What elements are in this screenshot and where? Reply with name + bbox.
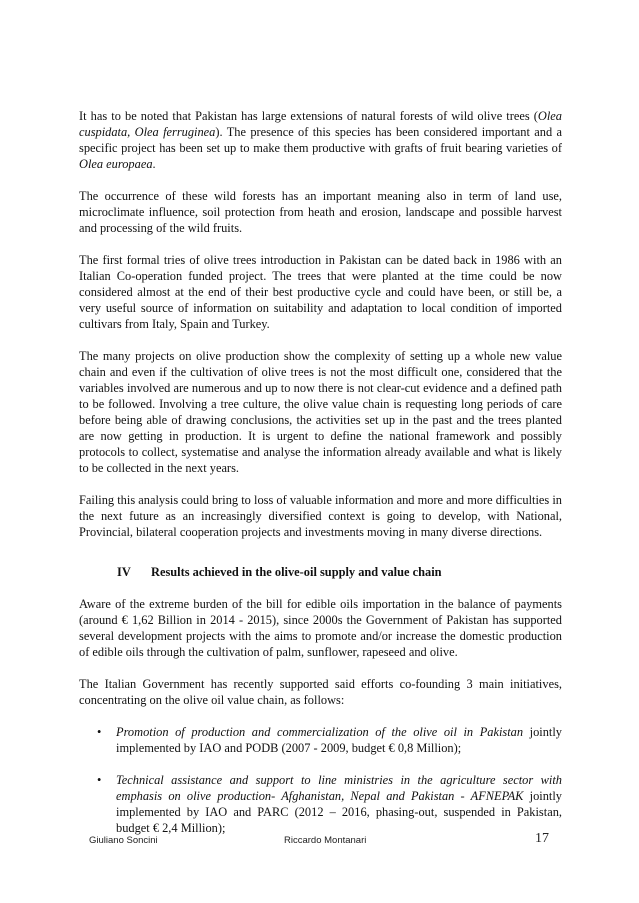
paragraph-text: ). The presence of this species has been considered important and a specific project has been set up to make them productive with grafts of fruit bearing varieties of [79,125,563,155]
initiatives-list [79,724,562,836]
initiative-title: Promotion of production and commercialization of the olive oil in Pakistan [116,725,524,739]
paragraph-italian-government: The Italian Government has recently supported said efforts co-founding 3 main initiatives, concentrating on the olive oil value chain, as follows: [79,677,562,707]
paragraph-first-introduction: The first formal tries of olive trees introduction in Pakistan can be dated back in 1986 with an Italian Co-operation funded project. The trees that were planted at the time could be now considered almost at the end of their best productive cycle and could have been, or still be, a very useful source of information on suitability and adaptation to local condition of imported cultivars from Italy, Spain and Turkey. [79,253,562,331]
list-item [79,772,562,836]
paragraph-wild-olive-forests [79,108,562,172]
section-heading [117,564,562,580]
page-footer [79,831,549,851]
paragraph-text: It has to be noted that Pakistan has large extensions of natural forests of wild olive trees ( [79,109,538,123]
species-names-italic: Olea cuspidata, Olea ferruginea [79,109,562,139]
page-body [79,108,562,852]
footer-author-left: Giuliano Soncini [89,835,158,846]
paragraph-text: . [152,157,156,171]
bullet-icon: • [97,725,102,739]
initiative-details: jointly implemented by IAO and PODB (2007 - 2009, budget € 0,8 Million); [116,725,562,755]
page-number: 17 [535,831,549,846]
initiative-details: jointly implemented by IAO and PARC (2012 – 2016, phasing-out, suspended in Pakistan, budget € 2,4 Million); [116,789,562,835]
bullet-icon: • [97,773,102,787]
list-item [79,724,562,756]
footer-author-center: Riccardo Montanari [284,835,367,846]
section-number: IV [117,565,131,579]
section-title: Results achieved in the olive-oil supply and value chain [151,565,442,579]
paragraph-failing-analysis: Failing this analysis could bring to loss of valuable information and more and more difficulties in the next future as an increasingly diversified context is going to develop, with National, Provincial, bilateral cooperation projects and investments moving in many diverse directions. [79,493,562,539]
paragraph-edible-oils-bill: Aware of the extreme burden of the bill for edible oils importation in the balance of payments (around € 1,62 Billion in 2014 - 2015), since 2000s the Government of Pakistan has supported several development projects with the aims to promote and/or increase the domestic production of edible oils through the cultivation of palm, sunflower, rapeseed and olive. [79,597,562,659]
species-name-italic: Olea europaea [79,157,153,171]
paragraph-forest-occurrence: The occurrence of these wild forests has an important meaning also in term of land use, microclimate influence, soil protection from heath and erosion, landscape and possible harvest and processing of the wild fruits. [79,189,562,235]
initiative-title: Technical assistance and support to line ministries in the agriculture sector with emphasis on olive production- Afghanistan, Nepal and Pakistan - AFNEPAK [116,773,562,803]
paragraph-value-chain-complexity: The many projects on olive production show the complexity of setting up a whole new value chain and even if the cultivation of olive trees is not the most difficult one, considered that the variables involved are numerous and up to now there is not clear-cut evidence and a defined path to be followed. Involving a tree culture, the olive value chain is requesting long periods of care before being able of drawing conclusions, the activities set up in the past and the trees planted are now getting in production. It is urgent to define the national framework and possibly protocols to collect, systematise and analyse the information already available and what is likely to be collected in the next years. [79,349,562,475]
